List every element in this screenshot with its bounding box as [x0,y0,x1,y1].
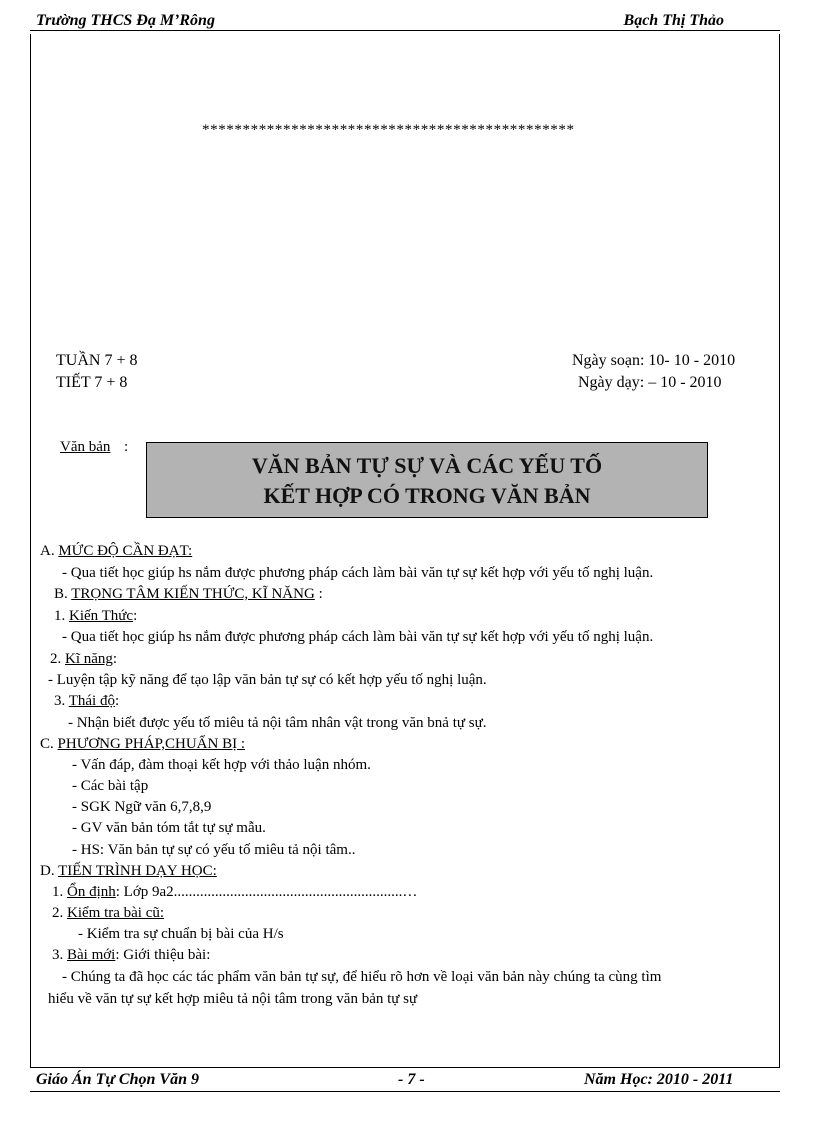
section-d3 [52,947,210,964]
section-c-item: - Các bài tập [72,778,149,794]
prepared-date: Ngày soạn: 10- 10 - 2010 [572,352,736,369]
section-c-item: - Vấn đáp, đàm thoại kết hợp với thảo luận nhóm. [72,757,371,773]
section-d3-paragraph-1: - Chúng ta đã học các tác phẩm văn bản tự sự, để hiểu rõ hơn về loại văn bản này chúng ta cùng tìm [62,969,662,985]
footer-school-year: Năm Học: 2010 - 2011 [584,1071,734,1088]
section-c-item: - HS: Văn bản tự sự có yếu tố miêu tả nội tâm.. [72,842,356,858]
section-d2-heading [52,905,164,922]
section-b-title: TRỌNG TÂM KIẾN THỨC, KĨ NĂNG [71,586,315,602]
section-d-heading [40,863,217,880]
week-label: TUẦN 7 + 8 [56,352,138,369]
star-separator: ********************************************** [202,122,575,138]
section-c-prefix: C. [40,736,58,752]
section-c-heading [40,736,245,753]
section-b2-heading [50,651,117,668]
section-b2-prefix: 2. [50,651,65,667]
section-d2-title: Kiểm tra bài cũ: [67,905,165,921]
section-b3-prefix: 3. [54,693,69,709]
section-b1-heading [54,608,137,625]
section-b1-colon: : [133,608,138,624]
section-d2-prefix: 2. [52,905,67,921]
section-d1-prefix: 1. [52,884,67,900]
header-author: Bạch Thị Thảo [623,12,724,29]
header-school: Trường THCS Đạ M’Rông [36,12,215,29]
lesson-title-line-1: VĂN BẢN TỰ SỰ VÀ CÁC YẾU TỐ [251,453,603,478]
text-type-colon: : [124,439,129,455]
section-b-heading [54,586,323,603]
section-c-item: - SGK Ngữ văn 6,7,8,9 [72,799,212,815]
section-a-heading [40,543,192,560]
section-c-item: - GV văn bản tóm tắt tự sự mẫu. [72,820,266,836]
teaching-date: Ngày dạy: – 10 - 2010 [578,374,722,391]
section-d2-text: - Kiểm tra sự chuẩn bị bài của H/s [78,926,284,942]
section-d1-title: Ổn định [67,884,116,900]
header-rule [30,30,780,31]
footer-bottom-rule [30,1091,780,1092]
text-type-label: Văn bản [60,439,111,455]
section-d1-text: : Lớp 9a2.............................................................… [115,884,418,900]
section-b3-colon: : [114,693,120,709]
section-b2-colon: : [112,651,118,667]
section-b3-heading [54,693,119,710]
footer-page-number: - 7 - [398,1071,425,1088]
lesson-title-line-2: KẾT HỢP CÓ TRONG VĂN BẢN [263,483,591,508]
section-b1-text: - Qua tiết học giúp hs nắm được phương pháp cách làm bài văn tự sự kết hợp với yếu tố nghị luận. [62,629,654,645]
footer-doc-title: Giáo Án Tự Chọn Văn 9 [36,1071,199,1088]
section-b-prefix: B. [54,586,72,602]
section-b3-title: Thái độ [68,693,115,709]
section-d3-text: : Giới thiệu bài: [115,947,211,963]
period-label: TIẾT 7 + 8 [56,374,128,391]
section-b1-title: Kiến Thức [69,608,134,624]
section-d-prefix: D. [40,863,59,879]
section-a-prefix: A. [40,543,59,559]
section-c-title: PHƯƠNG PHÁP,CHUẨN BỊ : [57,736,246,752]
section-b-colon: : [314,586,323,602]
section-d3-paragraph-2: hiểu về văn tự sự kết hợp miêu tả nội tâm trong văn bản tự sự [48,991,418,1007]
section-d1 [52,884,417,901]
section-b2-title: Kĩ năng [65,651,113,667]
section-d-title: TIẾN TRÌNH DẠY HỌC: [58,863,217,879]
section-b3-text: - Nhận biết được yếu tố miêu tả nội tâm nhân vật trong văn bnả tự sự. [68,715,487,731]
footer-rule [30,1067,780,1068]
section-b2-text: - Luyện tập kỹ năng để tạo lập văn bản tự sự có kết hợp yếu tố nghị luận. [48,672,487,688]
section-d3-title: Bài mới [67,947,116,963]
lesson-title-box [146,442,708,518]
section-d3-prefix: 3. [52,947,67,963]
section-b1-prefix: 1. [54,608,69,624]
section-a-title: MỨC ĐỘ CẦN ĐẠT: [58,543,193,559]
section-a-text: - Qua tiết học giúp hs nắm được phương pháp cách làm bài văn tự sự kết hợp với yếu tố nghị luận. [62,565,654,581]
